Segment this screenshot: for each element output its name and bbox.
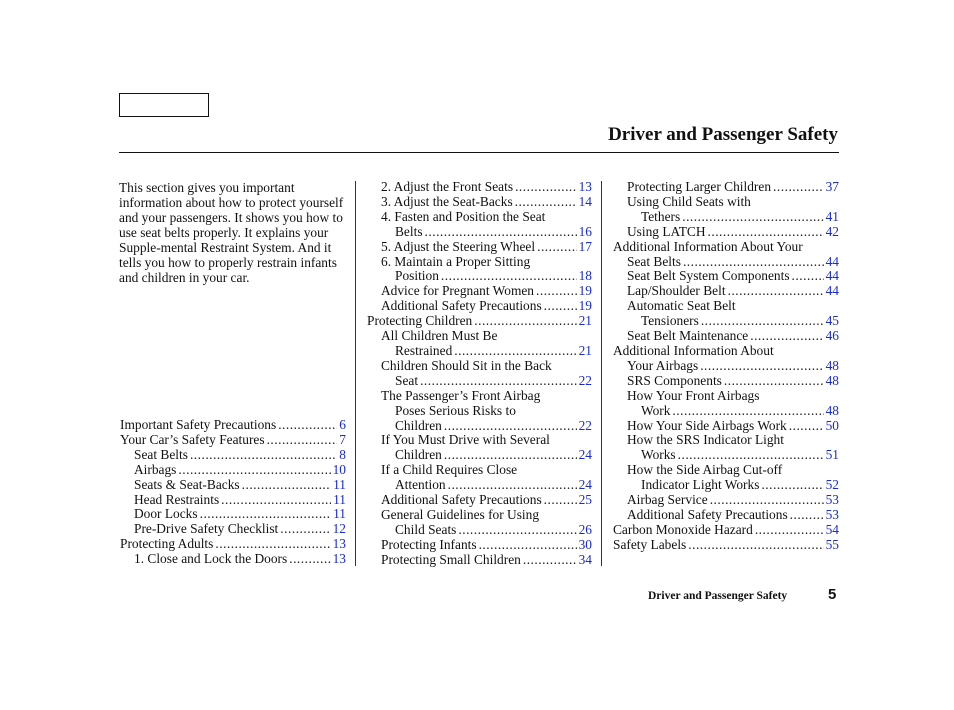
toc-entry[interactable] [613, 508, 839, 523]
toc-entry-text: Tensioners [641, 313, 699, 329]
toc-entry[interactable] [367, 329, 592, 359]
toc-entry-text: Children [395, 447, 442, 463]
dot-leader [792, 269, 824, 284]
toc-entry-text: Head Restraints [134, 491, 220, 507]
toc-entry-text: All Children Must Be [381, 328, 498, 344]
toc-entry-text: Children Should Sit in the Back [381, 357, 552, 373]
toc-column-3 [613, 180, 839, 553]
toc-entry[interactable] [613, 180, 839, 195]
toc-entry[interactable] [367, 389, 592, 434]
toc-page-link[interactable]: 34 [578, 551, 592, 567]
toc-entry-text: Protecting Children [367, 313, 473, 329]
dot-leader [728, 284, 824, 299]
dot-leader [289, 552, 330, 567]
toc-entry-text: Protecting Small Children [381, 551, 521, 567]
toc-page-link[interactable]: 37 [825, 179, 839, 194]
toc-entry[interactable] [613, 538, 839, 553]
toc-entry[interactable] [367, 508, 592, 538]
toc-entry[interactable] [120, 478, 346, 493]
toc-page-link[interactable]: 48 [825, 372, 839, 388]
dot-leader [724, 374, 824, 389]
dot-leader [536, 284, 577, 299]
toc-entry[interactable] [367, 284, 592, 299]
toc-page-link[interactable]: 48 [825, 357, 839, 373]
toc-entry[interactable] [367, 195, 592, 210]
dot-leader [242, 478, 331, 493]
toc-page-link[interactable]: 11 [333, 476, 346, 492]
toc-entry[interactable] [367, 463, 592, 493]
toc-entry[interactable] [613, 344, 839, 374]
toc-entry[interactable] [120, 433, 346, 448]
toc-page-link[interactable]: 22 [578, 417, 592, 433]
toc-entry-text: Belts [395, 223, 423, 239]
toc-entry-text: 4. Fasten and Position the Seat [381, 208, 546, 224]
toc-page-link[interactable]: 46 [825, 328, 839, 344]
column-divider-2 [601, 181, 602, 566]
dot-leader [789, 419, 824, 434]
toc-page-link[interactable]: 13 [332, 551, 346, 567]
dot-leader [178, 463, 330, 478]
dot-leader [515, 180, 577, 195]
intro-paragraph: This section gives you important information about how to protect yourself and your passengers. It shows you how to use seat belts properly. It explains your Supple-mental Restraint System. And it tells you how to properly restrain infants and children in your car. [119, 180, 344, 285]
column-divider-1 [355, 181, 356, 566]
toc-entry-text: If You Must Drive with Several [381, 432, 550, 448]
toc-entry-text: Airbag Service [627, 492, 708, 508]
dot-leader [700, 359, 823, 374]
toc-entry-text: Works [641, 447, 676, 463]
toc-entry-text: Lap/Shoulder Belt [627, 283, 726, 299]
toc-page-link[interactable]: 21 [578, 342, 592, 358]
toc-page-link[interactable]: 54 [825, 521, 839, 537]
dot-leader [458, 523, 576, 538]
toc-entry[interactable] [613, 419, 839, 434]
dot-leader [773, 180, 824, 195]
toc-entry-text: Poses Serious Risks to [395, 402, 516, 418]
toc-entry[interactable] [367, 180, 592, 195]
toc-entry-text: Restrained [395, 342, 453, 358]
dot-leader [454, 344, 576, 359]
toc-entry-text: Tethers [641, 208, 681, 224]
toc-entry-text: Seat [395, 372, 419, 388]
dot-leader [688, 538, 823, 553]
page-number: 5 [828, 586, 837, 603]
dot-leader [708, 225, 824, 240]
toc-entry-text: Position [395, 268, 439, 284]
toc-entry[interactable] [613, 225, 839, 240]
toc-entry[interactable] [613, 463, 839, 493]
toc-entry[interactable] [613, 389, 839, 419]
toc-column-2 [367, 180, 592, 568]
toc-page-link[interactable]: 48 [825, 402, 839, 418]
toc-page-link[interactable]: 8 [339, 446, 346, 462]
dot-leader [750, 329, 823, 344]
section-tab-box [119, 93, 209, 117]
toc-page-link[interactable]: 51 [825, 447, 839, 463]
toc-entry-text: Your Airbags [627, 357, 699, 373]
toc-entry-text: Work [641, 402, 671, 418]
toc-page-link[interactable]: 45 [825, 313, 839, 329]
dot-leader [682, 210, 823, 225]
toc-entry[interactable] [120, 418, 346, 433]
toc-entry-text: 2. Adjust the Front Seats [381, 179, 514, 194]
dot-leader [444, 448, 577, 463]
toc-page-link[interactable]: 22 [578, 372, 592, 388]
toc-page-link[interactable]: 7 [339, 431, 346, 447]
toc-entry-text: Advice for Pregnant Women [381, 283, 534, 299]
toc-entry-text: Protecting Infants [381, 536, 477, 552]
dot-leader [425, 225, 577, 240]
toc-entry-text: Seat Belts [627, 253, 681, 269]
toc-entry-text: Important Safety Precautions [120, 417, 277, 432]
toc-entry[interactable] [367, 255, 592, 285]
toc-page-link[interactable]: 50 [825, 417, 839, 433]
toc-entry-text: 3. Adjust the Seat-Backs [381, 193, 513, 209]
toc-entry[interactable] [367, 314, 592, 329]
toc-entry[interactable] [613, 493, 839, 508]
toc-entry-text: 5. Adjust the Steering Wheel [381, 238, 536, 254]
toc-entry-text: Carbon Monoxide Hazard [613, 521, 753, 537]
toc-entry-text: Children [395, 417, 442, 433]
toc-entry-text: How Your Front Airbags [627, 387, 760, 403]
dot-leader [515, 195, 577, 210]
toc-page-link[interactable]: 12 [332, 521, 346, 537]
toc-entry[interactable] [613, 269, 839, 284]
dot-leader [474, 314, 576, 329]
toc-entry[interactable] [613, 284, 839, 299]
toc-page-link[interactable]: 44 [825, 253, 839, 269]
toc-entry-text: The Passenger’s Front Airbag [381, 387, 541, 403]
toc-entry[interactable] [367, 210, 592, 240]
toc-entry[interactable] [120, 537, 346, 552]
toc-page-link[interactable]: 52 [825, 477, 839, 493]
dot-leader [479, 538, 577, 553]
toc-page-link[interactable]: 13 [332, 536, 346, 552]
toc-page-link[interactable]: 19 [578, 298, 592, 314]
toc-entry-text: How Your Side Airbags Work [627, 417, 787, 433]
toc-entry-text: General Guidelines for Using [381, 506, 540, 522]
toc-entry-text: SRS Components [627, 372, 722, 388]
toc-entry-text: Door Locks [134, 506, 198, 522]
toc-entry-text: Additional Safety Precautions [381, 298, 542, 314]
toc-page-link[interactable]: 6 [339, 417, 346, 432]
toc-page-link[interactable]: 10 [332, 461, 346, 477]
toc-entry[interactable] [367, 359, 592, 389]
toc-entry-text: 1. Close and Lock the Doors [134, 551, 288, 567]
dot-leader [544, 493, 577, 508]
dot-leader [537, 240, 577, 255]
toc-page-link[interactable]: 11 [333, 491, 346, 507]
toc-entry-text: Using Child Seats with [627, 193, 751, 209]
toc-page-link[interactable]: 19 [578, 283, 592, 299]
toc-page-link[interactable]: 17 [578, 238, 592, 254]
toc-entry-text: If a Child Requires Close [381, 462, 518, 478]
dot-leader [444, 419, 577, 434]
toc-entry[interactable] [367, 299, 592, 314]
toc-entry-text: How the SRS Indicator Light [627, 432, 784, 448]
toc-entry[interactable] [367, 538, 592, 553]
toc-page-link[interactable]: 13 [578, 179, 592, 194]
toc-entry-text: Attention [395, 477, 446, 493]
toc-entry-text: Child Seats [395, 521, 457, 537]
dot-leader [544, 299, 577, 314]
dot-leader [761, 478, 823, 493]
dot-leader [683, 255, 824, 270]
toc-entry-text: Additional Safety Precautions [381, 492, 542, 508]
toc-entry-text: 6. Maintain a Proper Sitting [381, 253, 531, 269]
toc-entry-text: Automatic Seat Belt [627, 298, 736, 314]
toc-entry-text: Pre-Drive Safety Checklist [134, 521, 279, 537]
toc-entry[interactable] [613, 374, 839, 389]
toc-page-link[interactable]: 21 [578, 313, 592, 329]
toc-column-1 [120, 418, 346, 567]
toc-page-link[interactable]: 24 [578, 447, 592, 463]
toc-entry[interactable] [613, 299, 839, 329]
toc-page-link[interactable]: 55 [825, 536, 839, 552]
dot-leader [755, 523, 824, 538]
toc-entry[interactable] [613, 433, 839, 463]
dot-leader [448, 478, 577, 493]
toc-entry[interactable] [613, 240, 839, 270]
toc-entry-text: Seats & Seat-Backs [134, 476, 240, 492]
dot-leader [441, 269, 577, 284]
toc-entry-text: Seat Belt Maintenance [627, 328, 749, 344]
toc-page-link[interactable]: 44 [825, 268, 839, 284]
toc-entry-text: How the Side Airbag Cut-off [627, 462, 783, 478]
toc-page-link[interactable]: 11 [333, 506, 346, 522]
toc-entry[interactable] [120, 493, 346, 508]
toc-entry-text: Indicator Light Works [641, 477, 760, 493]
toc-entry[interactable] [613, 523, 839, 538]
toc-entry-text: Using LATCH [627, 223, 706, 239]
toc-entry[interactable] [120, 448, 346, 463]
toc-entry[interactable] [367, 553, 592, 568]
dot-leader [221, 493, 331, 508]
toc-page-link[interactable]: 42 [825, 223, 839, 239]
toc-page-link[interactable]: 16 [578, 223, 592, 239]
toc-entry-text: Seat Belt System Components [627, 268, 790, 284]
toc-page-link[interactable]: 25 [578, 492, 592, 508]
dot-leader [278, 418, 337, 433]
toc-entry[interactable] [367, 493, 592, 508]
toc-entry-text: Seat Belts [134, 446, 188, 462]
toc-entry-text: Your Car’s Safety Features [120, 431, 265, 447]
toc-page-link[interactable]: 53 [825, 506, 839, 522]
toc-entry[interactable] [613, 195, 839, 225]
toc-entry-text: Additional Safety Precautions [627, 506, 788, 522]
dot-leader [790, 508, 824, 523]
toc-page-link[interactable]: 53 [825, 492, 839, 508]
toc-entry-text: Protecting Larger Children [627, 179, 772, 194]
toc-page-link[interactable]: 18 [578, 268, 592, 284]
toc-entry-text: Additional Information About Your [613, 238, 803, 254]
toc-page-link[interactable]: 44 [825, 283, 839, 299]
dot-leader [672, 404, 823, 419]
toc-entry-text: Protecting Adults [120, 536, 214, 552]
dot-leader [701, 314, 824, 329]
dot-leader [200, 507, 332, 522]
page-title: Driver and Passenger Safety [608, 124, 838, 145]
toc-page-link[interactable]: 14 [578, 193, 592, 209]
toc-entry[interactable] [367, 240, 592, 255]
toc-page-link[interactable]: 26 [578, 521, 592, 537]
toc-entry[interactable] [120, 552, 346, 567]
toc-entry[interactable] [120, 522, 346, 537]
toc-entry-text: Airbags [134, 461, 177, 477]
dot-leader [280, 522, 330, 537]
toc-page-link[interactable]: 30 [578, 536, 592, 552]
dot-leader [523, 553, 577, 568]
toc-entry[interactable] [367, 433, 592, 463]
toc-page-link[interactable]: 41 [825, 208, 839, 224]
toc-entry[interactable] [613, 329, 839, 344]
dot-leader [215, 537, 330, 552]
dot-leader [678, 448, 824, 463]
footer-title: Driver and Passenger Safety [648, 590, 788, 602]
toc-entry[interactable] [120, 507, 346, 522]
dot-leader [267, 433, 338, 448]
toc-entry-text: Safety Labels [613, 536, 687, 552]
dot-leader [190, 448, 337, 463]
toc-entry-text: Additional Information About [613, 342, 774, 358]
dot-leader [420, 374, 577, 389]
toc-page-link[interactable]: 24 [578, 477, 592, 493]
toc-entry[interactable] [120, 463, 346, 478]
header-rule [119, 152, 839, 153]
dot-leader [710, 493, 824, 508]
